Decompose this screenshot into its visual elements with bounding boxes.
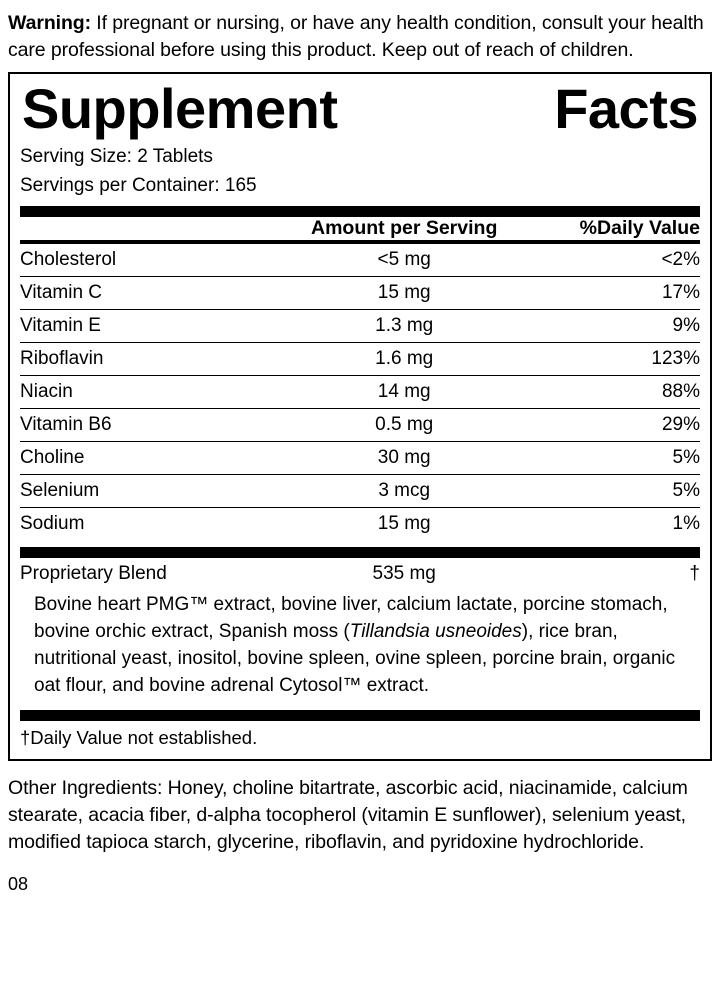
divider-thick-blend bbox=[20, 547, 700, 558]
warning-label: Warning: bbox=[8, 12, 91, 34]
nutrient-dv: 123% bbox=[530, 342, 700, 375]
divider-thick-top bbox=[20, 206, 700, 217]
supplement-facts-panel bbox=[8, 72, 712, 761]
nutrient-amount: 15 mg bbox=[278, 276, 530, 309]
blend-name: Proprietary Blend bbox=[20, 562, 167, 584]
table-row bbox=[20, 408, 700, 441]
warning-text bbox=[8, 0, 712, 72]
page-number: 08 bbox=[8, 873, 29, 894]
nutrient-dv: 9% bbox=[530, 309, 700, 342]
table-row bbox=[20, 276, 700, 309]
title-word-supplement: Supplement bbox=[22, 77, 338, 140]
nutrient-amount: 14 mg bbox=[278, 375, 530, 408]
nutrient-name: Niacin bbox=[20, 375, 278, 408]
title-word-facts: Facts bbox=[554, 77, 698, 140]
blend-description-italic: Tillandsia usneoides bbox=[349, 620, 522, 642]
nutrient-amount: 1.6 mg bbox=[278, 342, 530, 375]
table-row bbox=[20, 309, 700, 342]
nutrient-amount: 15 mg bbox=[278, 507, 530, 540]
nutrient-dv: 1% bbox=[530, 507, 700, 540]
table-row bbox=[20, 342, 700, 375]
divider-thick-footnote bbox=[20, 710, 700, 721]
nutrient-name: Vitamin C bbox=[20, 276, 278, 309]
nutrient-name: Riboflavin bbox=[20, 342, 278, 375]
serving-size: Serving Size: 2 Tablets bbox=[20, 145, 213, 167]
header-nutrient bbox=[20, 217, 278, 240]
other-ingredients: Other Ingredients: Honey, choline bitartrate, ascorbic acid, niacinamide, calcium stearate, acacia fiber, d-alpha tocopherol (vitamin E sunflower), selenium yeast, modified tapioca starch, glycerine, riboflavin, and pyridoxine hydrochloride. bbox=[8, 776, 688, 853]
daily-value-footnote: †Daily Value not established. bbox=[20, 726, 258, 748]
table-row bbox=[20, 375, 700, 408]
table-row bbox=[20, 507, 700, 540]
nutrient-name: Vitamin B6 bbox=[20, 408, 278, 441]
nutrient-amount: 30 mg bbox=[278, 441, 530, 474]
blend-description-part2: ), rice bran, nutritional yeast, inositol, bovine spleen, ovine spleen, porcine brain, organic oat flour, and bovine adrenal Cytosol™ extract. bbox=[34, 620, 676, 696]
table-row bbox=[20, 474, 700, 507]
nutrient-name: Selenium bbox=[20, 474, 278, 507]
blend-amount: 535 mg bbox=[372, 562, 436, 584]
table-row bbox=[20, 441, 700, 474]
nutrient-name: Sodium bbox=[20, 507, 278, 540]
blend-description-part1: Bovine heart PMG™ extract, bovine liver, calcium lactate, porcine stomach, bovine orchic extract, Spanish moss ( bbox=[34, 593, 668, 642]
nutrient-rows-table bbox=[20, 244, 700, 540]
nutrient-amount: 3 mcg bbox=[278, 474, 530, 507]
servings-per-container: Servings per Container: 165 bbox=[20, 174, 257, 196]
nutrient-amount: <5 mg bbox=[377, 248, 431, 270]
header-daily-value: %Daily Value bbox=[579, 216, 700, 239]
proprietary-blend-table bbox=[20, 558, 700, 590]
header-amount-per-serving: Amount per Serving bbox=[311, 216, 498, 239]
nutrient-dv: 17% bbox=[530, 276, 700, 309]
nutrient-dv: 88% bbox=[530, 375, 700, 408]
table-header-row bbox=[20, 217, 700, 240]
nutrient-amount: 1.3 mg bbox=[278, 309, 530, 342]
blend-description bbox=[20, 590, 700, 703]
nutrient-name: Vitamin E bbox=[20, 309, 278, 342]
nutrient-amount: 0.5 mg bbox=[278, 408, 530, 441]
nutrient-dv: 29% bbox=[530, 408, 700, 441]
blend-dv: † bbox=[689, 562, 700, 584]
nutrient-name: Cholesterol bbox=[20, 248, 117, 270]
nutrient-name: Choline bbox=[20, 441, 278, 474]
nutrition-table bbox=[20, 217, 700, 240]
table-row bbox=[20, 244, 700, 277]
nutrient-dv: 5% bbox=[530, 474, 700, 507]
supplement-facts-title bbox=[20, 74, 700, 141]
warning-body: If pregnant or nursing, or have any health condition, consult your health care professional before using this product. Keep out of reach of children. bbox=[8, 12, 704, 61]
proprietary-blend-row bbox=[20, 558, 700, 590]
nutrient-dv: <2% bbox=[661, 248, 700, 270]
nutrient-dv: 5% bbox=[530, 441, 700, 474]
